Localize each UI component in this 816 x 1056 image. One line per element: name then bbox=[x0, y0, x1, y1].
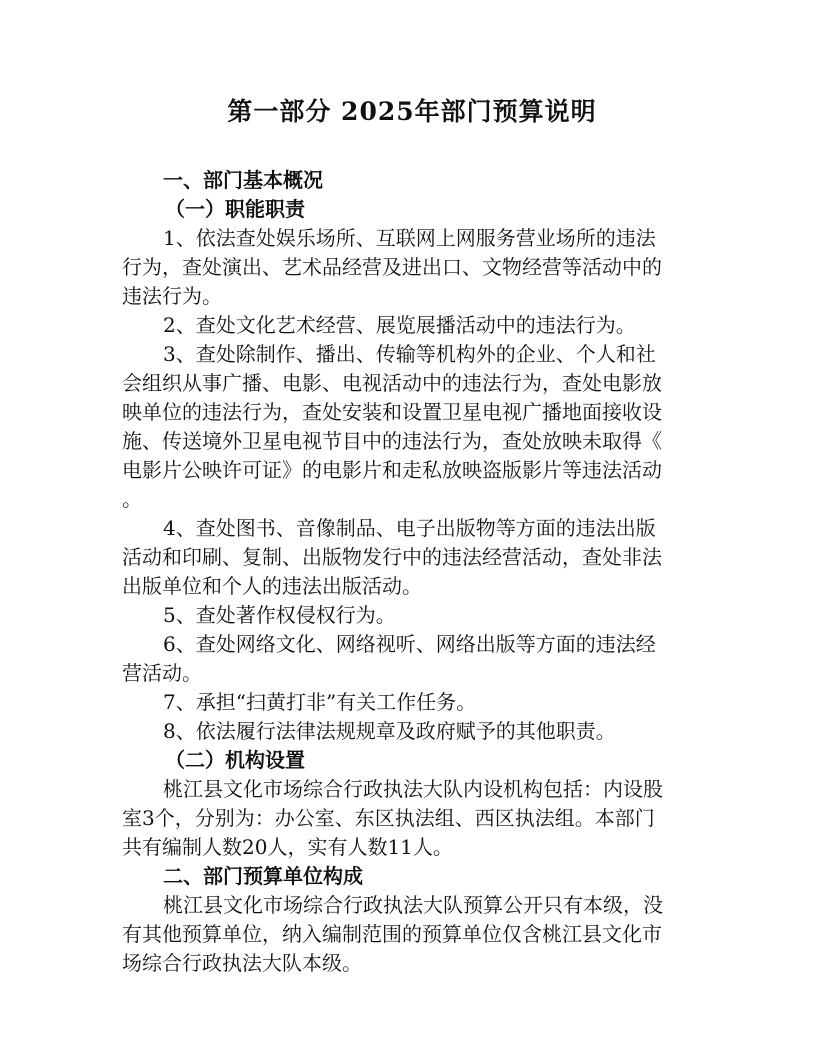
paragraph-line: 6、查处网络文化、网络视听、网络出版等方面的违法经 bbox=[163, 632, 656, 656]
page-title: 第一部分 2025年部门预算说明 bbox=[227, 97, 597, 126]
paragraph-line: 桃江县文化市场综合行政执法大队内设机构包括：内设股 bbox=[163, 777, 663, 801]
paragraph-line: 4、查处图书、音像制品、电子出版物等方面的违法出版 bbox=[163, 516, 656, 540]
paragraph-line: 共有编制人数20人，实有人数11人。 bbox=[122, 835, 453, 859]
paragraph-line: 。 bbox=[122, 487, 142, 511]
paragraph-line: 3、查处除制作、播出、传输等机构外的企业、个人和社 bbox=[163, 342, 656, 366]
paragraph-line: 有其他预算单位，纳入编制范围的预算单位仅含桃江县文化市 bbox=[122, 922, 662, 946]
paragraph-line: 行为，查处演出、艺术品经营及进出口、文物经营等活动中的 bbox=[122, 255, 662, 279]
paragraph-line: 5、查处著作权侵权行为。 bbox=[163, 603, 396, 627]
document-body bbox=[122, 166, 702, 978]
paragraph-line: 会组织从事广播、电影、电视活动中的违法行为，查处电影放 bbox=[122, 371, 662, 395]
paragraph-line: 2、查处文化艺术经营、展览展播活动中的违法行为。 bbox=[163, 313, 636, 337]
subsection-heading: （一）职能职责 bbox=[165, 197, 305, 221]
paragraph-line: 8、依法履行法律法规规章及政府赋予的其他职责。 bbox=[163, 719, 616, 743]
paragraph-line: 7、承担“扫黄打非”有关工作任务。 bbox=[163, 690, 477, 714]
section-heading: 二、部门预算单位构成 bbox=[163, 864, 363, 888]
paragraph-line: 违法行为。 bbox=[122, 284, 222, 308]
paragraph-line: 桃江县文化市场综合行政执法大队预算公开只有本级，没 bbox=[163, 893, 663, 917]
paragraph-line: 活动和印刷、复制、出版物发行中的违法经营活动，查处非法 bbox=[122, 545, 662, 569]
subsection-heading: （二）机构设置 bbox=[165, 748, 305, 772]
paragraph-line: 电影片公映许可证》的电影片和走私放映盗版影片等违法活动 bbox=[122, 458, 662, 482]
paragraph-line: 映单位的违法行为，查处安装和设置卫星电视广播地面接收设 bbox=[122, 400, 662, 424]
paragraph-line: 1、依法查处娱乐场所、互联网上网服务营业场所的违法 bbox=[163, 226, 656, 250]
paragraph-line: 营活动。 bbox=[122, 661, 202, 685]
paragraph-line: 施、传送境外卫星电视节目中的违法行为，查处放映未取得《 bbox=[122, 429, 662, 453]
document-page bbox=[122, 92, 702, 978]
paragraph-line: 出版单位和个人的违法出版活动。 bbox=[122, 574, 422, 598]
paragraph-line: 场综合行政执法大队本级。 bbox=[122, 951, 362, 975]
section-heading: 一、部门基本概况 bbox=[163, 168, 323, 192]
paragraph-line: 室3个，分别为：办公室、东区执法组、西区执法组。本部门 bbox=[122, 806, 655, 830]
